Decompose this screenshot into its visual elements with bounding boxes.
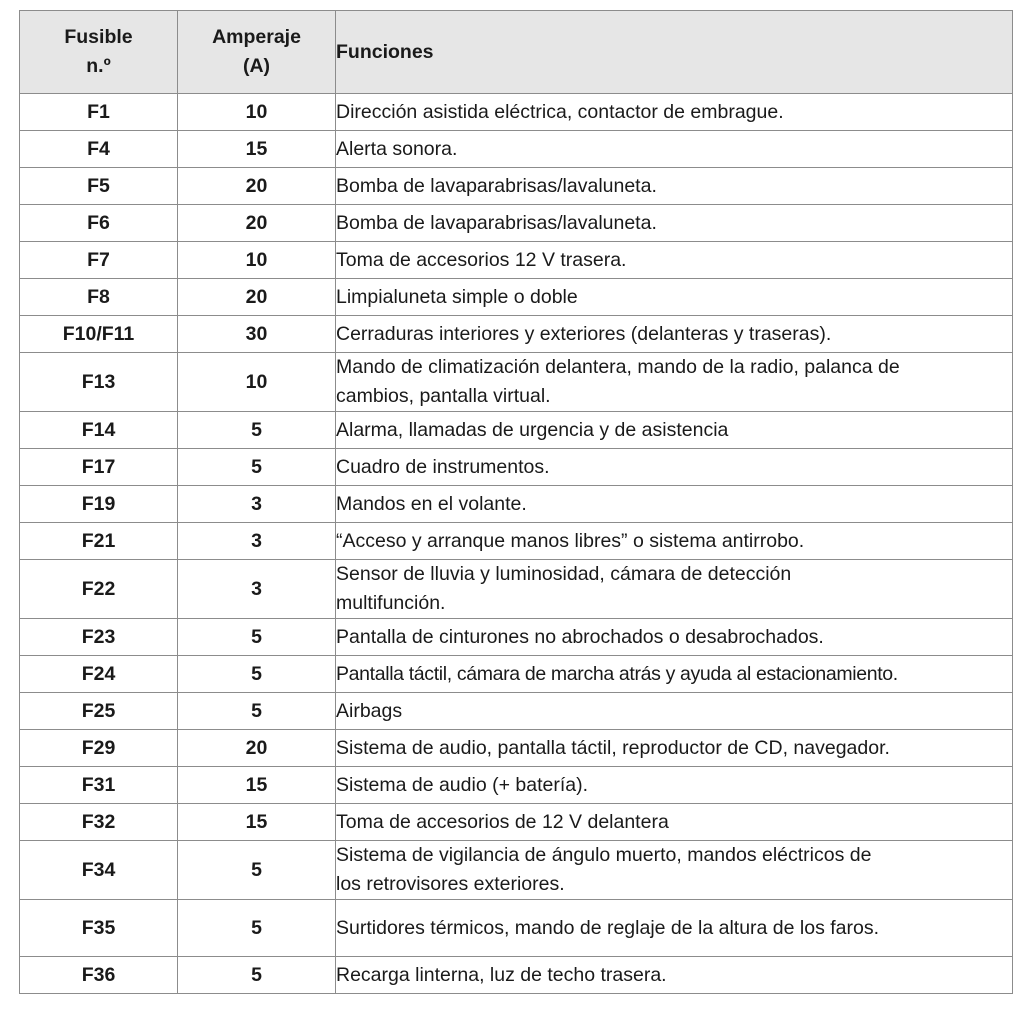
amperage-cell: 3	[178, 523, 336, 560]
table-row	[20, 900, 1013, 957]
function-text: Pantalla táctil, cámara de marcha atrás y ayuda al estacionamiento.	[336, 662, 898, 685]
amperage-cell: 10	[178, 242, 336, 279]
function-cell: Bomba de lavaparabrisas/lavaluneta.	[336, 168, 1013, 205]
function-cell	[336, 560, 1013, 619]
table-row	[20, 412, 1013, 449]
function-cell: “Acceso y arranque manos libres” o sistema antirrobo.	[336, 523, 1013, 560]
header-fuse-line1: Fusible	[64, 26, 133, 48]
function-cell	[336, 353, 1013, 412]
amperage-cell: 20	[178, 168, 336, 205]
table-row	[20, 804, 1013, 841]
header-fuse	[20, 11, 178, 94]
function-cell: Surtidores térmicos, mando de reglaje de la altura de los faros.	[336, 900, 1013, 957]
amperage-cell: 20	[178, 730, 336, 767]
amperage-cell: 5	[178, 449, 336, 486]
table-row	[20, 523, 1013, 560]
fuse-cell: F34	[20, 841, 178, 900]
table-row	[20, 767, 1013, 804]
table-row	[20, 205, 1013, 242]
header-amp-line1: Amperaje	[212, 26, 301, 48]
fuse-cell: F13	[20, 353, 178, 412]
amperage-cell: 10	[178, 353, 336, 412]
amperage-cell: 15	[178, 767, 336, 804]
function-cell: Recarga linterna, luz de techo trasera.	[336, 957, 1013, 994]
table-row	[20, 957, 1013, 994]
function-cell: Toma de accesorios de 12 V delantera	[336, 804, 1013, 841]
fuse-cell: F21	[20, 523, 178, 560]
fuse-cell: F19	[20, 486, 178, 523]
amperage-cell: 3	[178, 486, 336, 523]
fuse-cell: F35	[20, 900, 178, 957]
function-cell	[336, 656, 1013, 693]
amperage-cell: 3	[178, 560, 336, 619]
fuse-cell: F29	[20, 730, 178, 767]
fuse-cell: F7	[20, 242, 178, 279]
function-cell: Limpialuneta simple o doble	[336, 279, 1013, 316]
function-line: cambios, pantalla virtual.	[336, 385, 551, 407]
fuse-cell: F24	[20, 656, 178, 693]
amperage-cell: 30	[178, 316, 336, 353]
function-cell: Dirección asistida eléctrica, contactor de embrague.	[336, 94, 1013, 131]
table-row	[20, 486, 1013, 523]
table-row	[20, 168, 1013, 205]
fuse-cell: F10/F11	[20, 316, 178, 353]
table-row	[20, 94, 1013, 131]
amperage-cell: 15	[178, 804, 336, 841]
fuse-cell: F4	[20, 131, 178, 168]
function-cell: Cerraduras interiores y exteriores (delanteras y traseras).	[336, 316, 1013, 353]
amperage-cell: 20	[178, 205, 336, 242]
table-row	[20, 656, 1013, 693]
amperage-cell: 5	[178, 693, 336, 730]
function-cell: Bomba de lavaparabrisas/lavaluneta.	[336, 205, 1013, 242]
fuse-cell: F31	[20, 767, 178, 804]
function-line: Mando de climatización delantera, mando de la radio, palanca de	[336, 356, 900, 378]
amperage-cell: 5	[178, 619, 336, 656]
fuse-cell: F25	[20, 693, 178, 730]
function-cell: Sistema de audio, pantalla táctil, reproductor de CD, navegador.	[336, 730, 1013, 767]
table-header-row	[20, 11, 1013, 94]
fuse-cell: F22	[20, 560, 178, 619]
function-cell: Mandos en el volante.	[336, 486, 1013, 523]
fuse-cell: F8	[20, 279, 178, 316]
header-amp-line2: (A)	[242, 55, 271, 77]
fuse-cell: F14	[20, 412, 178, 449]
function-line: multifunción.	[336, 592, 446, 614]
table-row	[20, 730, 1013, 767]
function-cell: Alerta sonora.	[336, 131, 1013, 168]
table-row	[20, 449, 1013, 486]
fuse-table	[19, 10, 1013, 994]
table-row	[20, 131, 1013, 168]
function-cell: Cuadro de instrumentos.	[336, 449, 1013, 486]
fuse-cell: F32	[20, 804, 178, 841]
header-fuse-line2: n.º	[86, 55, 111, 77]
table-row	[20, 316, 1013, 353]
header-functions: Funciones	[336, 11, 1013, 94]
fuse-cell: F6	[20, 205, 178, 242]
amperage-cell: 5	[178, 841, 336, 900]
function-line: Sensor de lluvia y luminosidad, cámara de detección	[336, 563, 792, 585]
table-row	[20, 242, 1013, 279]
function-cell: Airbags	[336, 693, 1013, 730]
amperage-cell: 5	[178, 957, 336, 994]
amperage-cell: 5	[178, 412, 336, 449]
fuse-cell: F36	[20, 957, 178, 994]
table-row	[20, 619, 1013, 656]
amperage-cell: 10	[178, 94, 336, 131]
function-cell: Sistema de audio (+ batería).	[336, 767, 1013, 804]
fuse-cell: F23	[20, 619, 178, 656]
function-line: los retrovisores exteriores.	[336, 873, 565, 895]
function-cell	[336, 841, 1013, 900]
amperage-cell: 20	[178, 279, 336, 316]
amperage-cell: 5	[178, 656, 336, 693]
amperage-cell: 5	[178, 900, 336, 957]
header-amperage	[178, 11, 336, 94]
fuse-cell: F1	[20, 94, 178, 131]
amperage-cell: 15	[178, 131, 336, 168]
table-row	[20, 841, 1013, 900]
fuse-cell: F5	[20, 168, 178, 205]
function-line: Sistema de vigilancia de ángulo muerto, mandos eléctricos de	[336, 844, 872, 866]
fuse-cell: F17	[20, 449, 178, 486]
table-row	[20, 693, 1013, 730]
function-cell: Alarma, llamadas de urgencia y de asistencia	[336, 412, 1013, 449]
table-row	[20, 353, 1013, 412]
function-cell: Pantalla de cinturones no abrochados o desabrochados.	[336, 619, 1013, 656]
table-row	[20, 279, 1013, 316]
table-row	[20, 560, 1013, 619]
function-cell: Toma de accesorios 12 V trasera.	[336, 242, 1013, 279]
